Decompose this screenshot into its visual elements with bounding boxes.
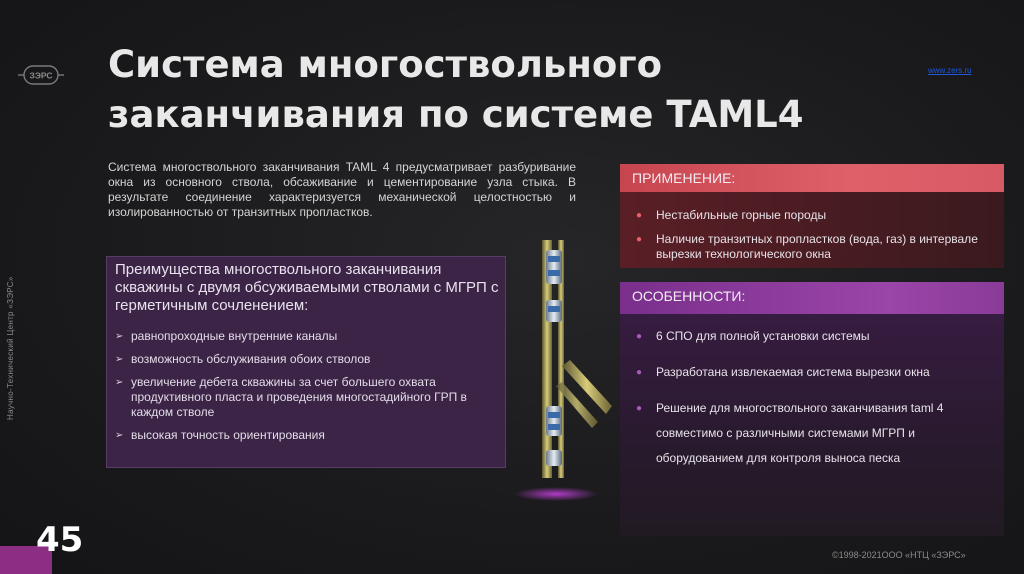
list-item: ● Разработана извлекаемая система вырезки окна xyxy=(634,360,992,385)
svg-text:ЗЭРС: ЗЭРС xyxy=(29,70,53,81)
application-panel xyxy=(620,164,1004,268)
bullet-dot-icon: ● xyxy=(636,210,643,221)
application-list xyxy=(634,208,994,271)
bullet-dot-icon: ● xyxy=(636,331,643,342)
features-header xyxy=(620,282,1004,314)
bullet-dot-icon: ● xyxy=(636,403,643,414)
list-item: ● Нестабильные горные породы xyxy=(636,208,827,222)
advantages-box xyxy=(106,256,506,468)
title-line-2: заканчивания по системе TAML4 xyxy=(108,93,804,136)
features-panel xyxy=(620,282,1004,536)
bullet-dot-icon: ● xyxy=(636,234,643,245)
side-company-text: Научно-Технический Центр «ЗЭРС» xyxy=(6,276,15,420)
list-item: ● 6 СПО для полной установки системы xyxy=(634,324,992,349)
copyright-text: ©1998-2021ООО «НТЦ «ЗЭРС» xyxy=(832,550,966,560)
arrow-bullet-icon: ➢ xyxy=(115,331,124,342)
list-item: ● Наличие транзитных пропластков (вода, газ) в интервале вырезки технологического окна xyxy=(636,232,978,261)
list-item: ➢ увеличение дебета скважины за счет большего охвата продуктивного пласта и проведения многостадийного ГРП в каждом стволе xyxy=(115,375,467,419)
features-list xyxy=(634,324,992,482)
website-link[interactable]: www.zers.ru xyxy=(928,66,972,75)
advantages-list xyxy=(115,329,495,451)
multilateral-tool-image xyxy=(506,236,618,506)
arrow-bullet-icon: ➢ xyxy=(115,377,124,388)
application-header xyxy=(620,164,1004,192)
list-item: ● Решение для многоствольного заканчивания taml 4 совместимо с различными системами МГРП и оборудованием для контроля выноса песка xyxy=(634,396,992,471)
list-item: ➢ высокая точность ориентирования xyxy=(115,428,325,442)
list-item: ➢ равнопроходные внутренние каналы xyxy=(115,329,338,343)
title-line-1: Система многоствольного xyxy=(108,43,663,86)
list-item: ➢ возможность обслуживания обоих стволов xyxy=(115,352,371,366)
arrow-bullet-icon: ➢ xyxy=(115,354,124,365)
page-number: 45 xyxy=(36,520,84,560)
company-logo xyxy=(18,62,64,88)
advantages-title: Преимущества многоствольного заканчивания скважины с двумя обсуживаемыми стволами с МГРП с герметичным сочленением: xyxy=(115,261,499,314)
arrow-bullet-icon: ➢ xyxy=(115,430,124,441)
bullet-dot-icon: ● xyxy=(636,367,643,378)
slide-title xyxy=(108,40,868,140)
application-header-label: ПРИМЕНЕНИЕ: xyxy=(632,170,736,186)
features-header-label: ОСОБЕННОСТИ: xyxy=(632,288,746,304)
intro-paragraph: Система многоствольного заканчивания TAML 4 предусматривает разбуривание окна из основного ствола, обсаживание и цементирование узла стыка. В результате соединение характеризуется механической целостностью и изолированностью от транзитных пропластков. xyxy=(108,160,576,219)
